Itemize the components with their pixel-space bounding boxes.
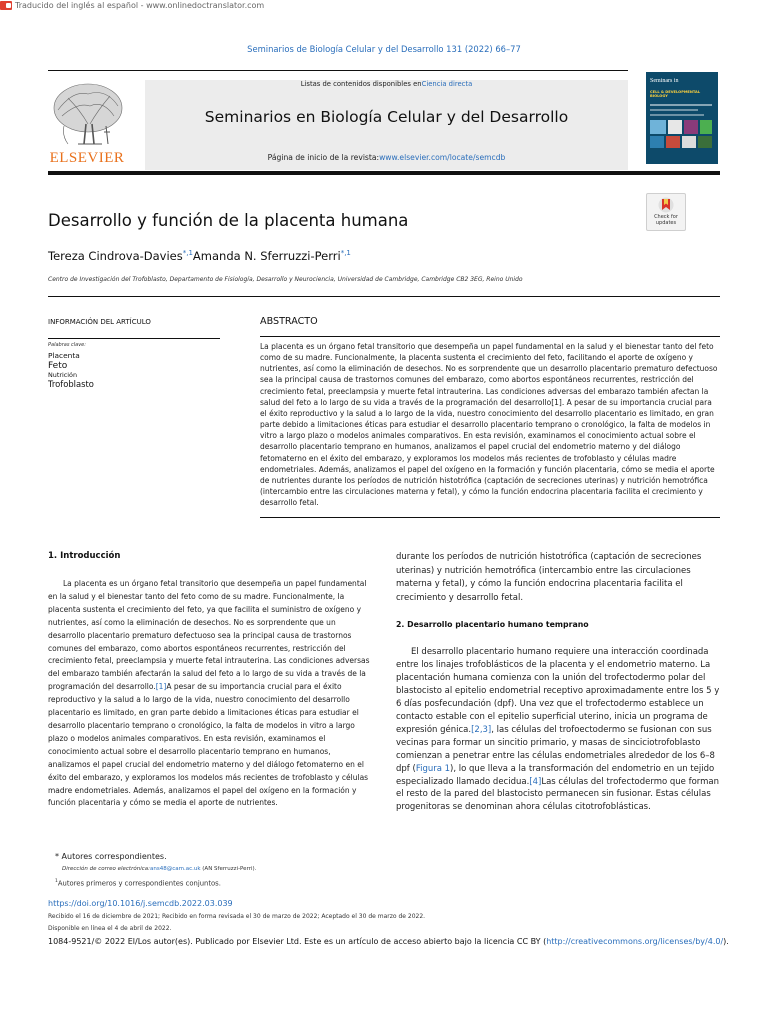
journal-title: Seminarios en Biología Celular y del Desarrollo	[204, 108, 569, 126]
author-marks[interactable]: *,1	[182, 249, 193, 258]
author-name[interactable]: Amanda N. Sferruzzi-Perri	[192, 249, 341, 263]
abstract-text: La placenta es un órgano fetal transitorio que desempeña un papel fundamental en la salud y el bienestar tanto del feto como de su madre. Funcionalmente, la placenta sustenta el crecimiento del feto, facilitando el aporte de oxígeno y nutrientes, así como la eliminación de desechos. No es sorprendente que un desarrollo placentario prematuro defectuoso sea la principal causa de trastornos comunes del embarazo, como abortos espontáneos recurrentes, restricción del crecimiento fetal, preeclampsia y muerte fetal intrauterina. Las condiciones adversas del embarazo también afectan la salud del feto a lo largo de su vida a través de la programación del desarrollo[1]. A pesar de su importancia crucial para el éxito reproductivo y la salud a lo largo de la vida, nuestro conocimiento del desarrollo placentario es limitado, en gran parte debido a limitaciones éticas para estudiar el desarrollo placentario temprano o cronológico, la falta de modelos in vitro a largo plazo o modelos animales comparativos. En esta revisión, examinamos el conocimiento actual sobre el desarrollo placentario temprano en humanos, analizamos el papel crucial del endometrio materno y del diálogo fetomaterno en el éxito del embarazo, y exploramos los modelos más recientes de trofoblasto y células madre endometriales. Además, analizamos el papel del oxígeno en la formación y función placentaria, cómo se media el aporte de nutrientes durante los períodos de nutrición histotrófica (captación de secreciones uterinas) y nutrición hemotrófica (intercambio entre las circulaciones materna y fetal), y cómo la función endocrina placentaria facilita el crecimiento y desarrollo fetal.	[260, 342, 718, 508]
journal-reference[interactable]: Seminarios de Biología Celular y del Desarrollo 131 (2022) 66–77	[247, 44, 521, 54]
keyword: Placenta	[48, 351, 80, 360]
abstract-bottom-rule	[260, 517, 720, 518]
first-authors-note: $^1$Autores primeros y correspondientes conjuntos.	[55, 879, 221, 888]
keyword: Trofoblasto	[48, 378, 94, 389]
elsevier-wordmark: ELSEVIER	[49, 150, 125, 166]
early-development-paragraph: El desarrollo placentario humano requiere una interacción coordinada entre los linajes trofoblásticos de la placenta y el endometrio materno. La placentación humana comienza con la unión del trofectodermo polar del blastocisto al epitelio endometrial receptivo aproximadamente entre los 5 y 6 días posfecundación (dpf). Una vez que el trofectodermo establece un contacto estable con el epitelio superficial uterino, inicia un programa de expresión génica.[2,3], las células del trofoectodermo se fusionan con sus vecinas para formar un sincitio primario, y masas de sinciciotrofoblasto comienzan a penetrar entre las células endometriales alrededor de los 6–8 dpf (Figura 1), lo que lleva a la transformación del endometrio en un tejido especializado llamado decidua.[4]Las células del trofectodermo que forman el resto de la pared del blastocisto permanecen sin fusionar. Estas células progenitoras se denominan ahora células citotrofoblásticas.	[396, 647, 720, 813]
header-bottom-rule	[48, 171, 720, 175]
check-for-updates-button[interactable]	[646, 193, 686, 231]
bookmark-ribbon-icon	[658, 197, 674, 214]
translator-banner[interactable]	[0, 0, 264, 10]
author-name[interactable]: Tereza Cindrova-Davies	[48, 249, 183, 263]
email-footnote: Dirección de correo electrónica:ans48@cam.ac.uk (AN Sferruzzi-Perri).	[62, 866, 257, 872]
citation-link[interactable]: [4]	[529, 776, 542, 787]
citation-link[interactable]: [2,3]	[471, 724, 492, 735]
affiliation-rule	[48, 296, 720, 297]
corresponding-authors-note: * Autores correspondientes.	[55, 852, 167, 861]
cover-subtitle: CELL & DEVELOPMENTAL BIOLOGY	[650, 90, 701, 99]
citation-link[interactable]: [1]	[155, 682, 167, 692]
online-date: Disponible en línea el 4 de abril de 2022.	[48, 925, 172, 932]
section-heading-introduction: 1. Introducción	[48, 551, 121, 561]
abstract-top-rule	[260, 336, 720, 337]
article-info-rule	[48, 338, 220, 339]
keywords-list	[48, 352, 94, 388]
introduction-paragraph: La placenta es un órgano fetal transitorio que desempeña un papel fundamental en la salud y el bienestar tanto del feto como de su madre. Funcionalmente, la placenta sustenta el crecimiento del feto, ya que facilita el suministro de oxígeno y nutrientes, así como la eliminación de desechos. No es sorprendente que un desarrollo placentario prematuro defectuoso sea la principal causa de trastornos comunes del embarazo, como abortos espontáneos recurrentes, restricción del crecimiento fetal, preeclampsia y muerte fetal intrauterina. Las condiciones adversas del embarazo también afectarán la salud del feto a lo largo de su vida a través de la programación del desarrollo.[1]A pesar de su importancia crucial para el éxito reproductivo y la salud a lo largo de la vida, nuestro conocimiento del desarrollo placentario es limitado, en gran parte debido a limitaciones éticas para estudiar el desarrollo placentario temprano o cronológico, la falta de modelos in vitro a largo plazo o modelos animales comparativos. En esta revisión, examinamos el conocimiento actual sobre el desarrollo placentario temprano en humanos, analizamos el papel crucial del endometrio materno y del diálogo fetomaterno en el éxito del embarazo, y exploramos los modelos más recientes de trofoblasto y células madre endometriales. Además, analizamos el papel del oxígeno en la formación y función placentaria y cómo se media el aporte de nutrientes.	[48, 579, 370, 808]
translate-icon	[0, 1, 12, 10]
section-heading-early-development: 2. Desarrollo placentario humano temprano	[396, 620, 589, 629]
license-link[interactable]: http://creativecommons.org/licenses/by/4.0/	[546, 937, 724, 946]
journal-homepage: Página de inicio de la revista:www.elsevier.com/locate/semcdb	[267, 153, 506, 162]
cover-art-icon	[650, 102, 714, 160]
author-list	[48, 249, 351, 263]
translator-banner-text: Traducido del inglés al español - www.onlinedoctranslator.com	[15, 0, 265, 10]
license-statement: 1084-9521/© 2022 El/Los autor(es). Publicado por Elsevier Ltd. Este es un artículo de acceso abierto bajo la licencia CC BY (http://creativecommons.org/licenses/by/4.0/).	[48, 937, 729, 946]
journal-cover-thumbnail[interactable]	[646, 72, 718, 164]
keyword: Nutrición	[48, 370, 77, 379]
doi-link[interactable]: https://doi.org/10.1016/j.semcdb.2022.03.039	[48, 899, 233, 908]
keyword: Feto	[48, 360, 68, 371]
author-marks[interactable]: *,1	[340, 249, 351, 258]
introduction-continuation: durante los períodos de nutrición histotrófica (captación de secreciones uterinas) y nutrición hemotrófica (intercambio entre las circulaciones materna y fetal), y cómo la función endocrina placentaria facilita el crecimiento y desarrollo fetal.	[396, 552, 702, 603]
journal-homepage-link[interactable]: www.elsevier.com/locate/semcdb	[379, 153, 506, 162]
article-title: Desarrollo y función de la placenta humana	[48, 211, 409, 230]
cover-title: Seminars in	[650, 78, 679, 84]
check-for-updates-label: Check for updates	[654, 214, 678, 226]
figure-link[interactable]: Figura 1	[415, 763, 451, 774]
article-info-heading: INFORMACIÓN DEL ARTÍCULO	[48, 318, 151, 326]
abstract-heading: ABSTRACTO	[260, 316, 318, 327]
header-top-rule	[48, 70, 628, 71]
author-affiliation: Centro de Investigación del Trofoblasto, Departamento de Fisiología, Desarrollo y Neurociencia, Universidad de Cambridge, Cambridge CB2 3EG, Reino Unido	[48, 276, 523, 283]
received-dates: Recibido el 16 de diciembre de 2021; Recibido en forma revisada el 30 de marzo de 2022; Aceptado el 30 de marzo de 2022.	[48, 913, 426, 920]
email-link[interactable]: ans48@cam.ac.uk	[149, 866, 201, 872]
sciencedirect-link[interactable]: Ciencia directa	[421, 80, 473, 88]
contents-availability: Listas de contenidos disponibles enCiencia directa	[300, 80, 473, 88]
keywords-heading: Palabras clave:	[48, 342, 86, 348]
